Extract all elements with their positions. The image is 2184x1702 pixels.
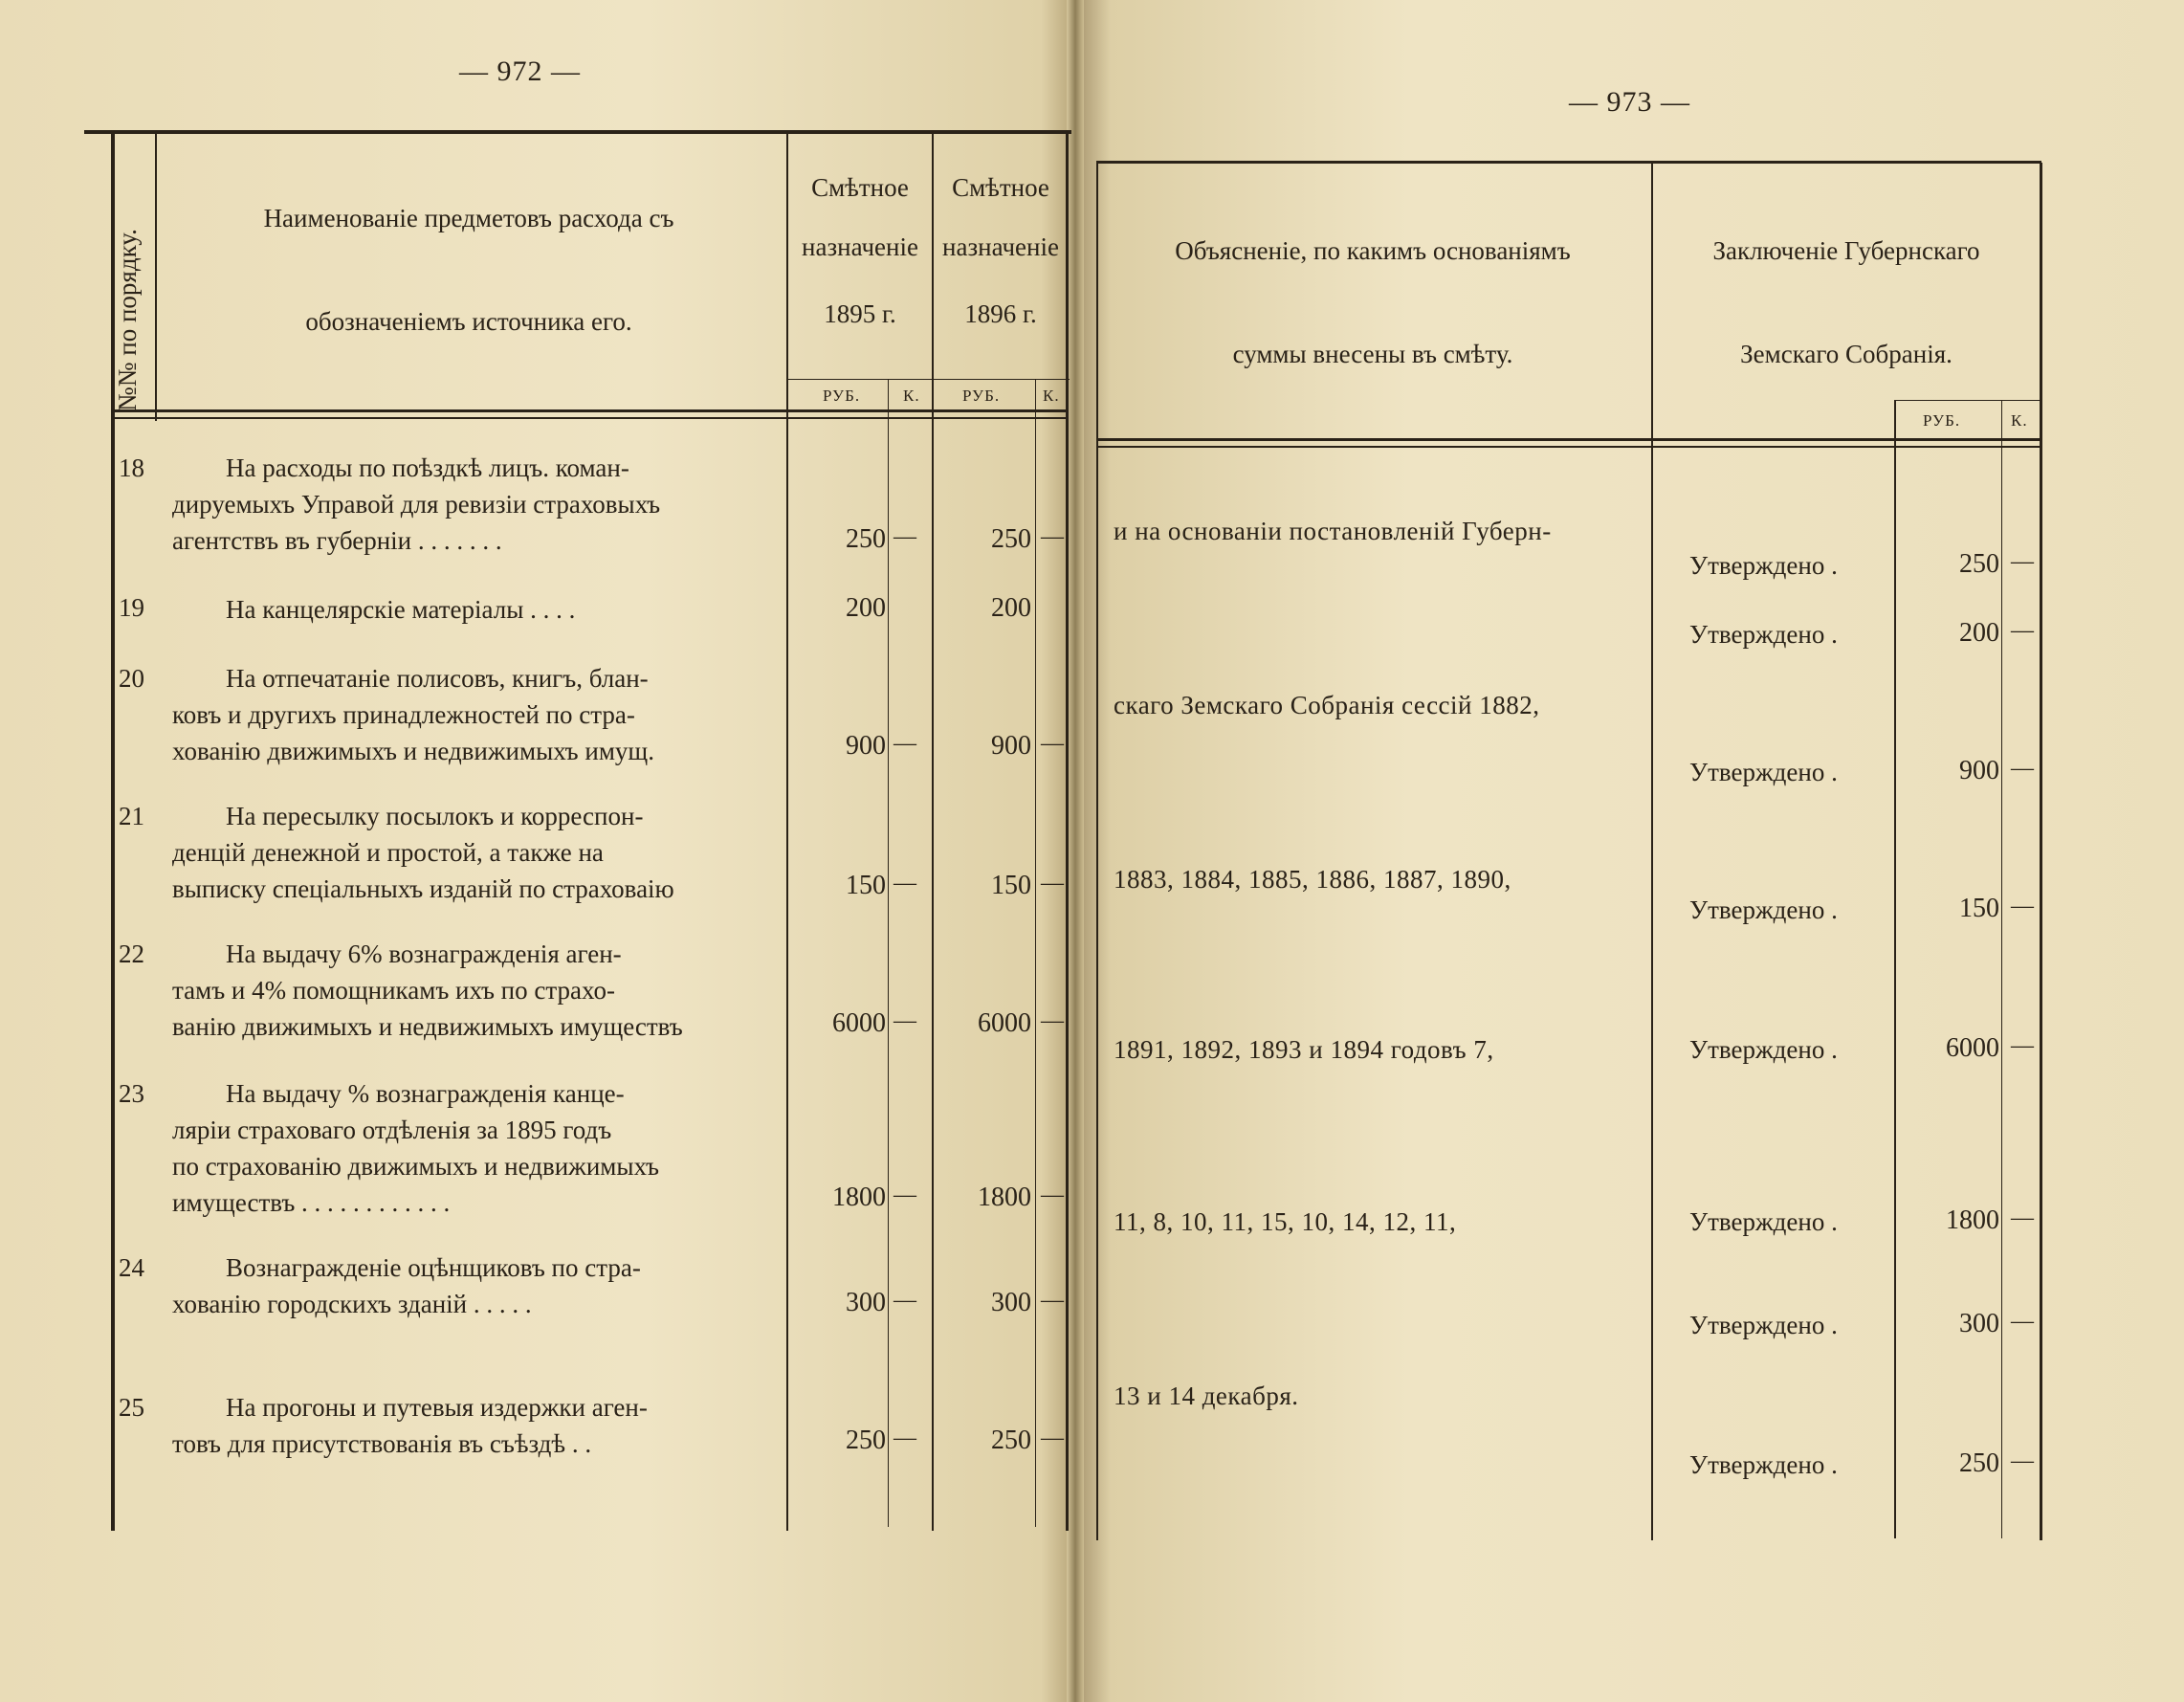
row-description: На пересылку посылокъ и корреспон- денцій денежной и простой, а также на выписку спеціальныхъ изданій по страховаію — [172, 802, 674, 903]
amount-1896: 1800 — [978, 1183, 1031, 1212]
col1896-header-line2: назначеніе — [942, 232, 1059, 261]
kop-dash: — — [893, 1183, 916, 1207]
amount-1895: 300 — [846, 1288, 886, 1317]
right-col-divider — [1651, 163, 1653, 1540]
col1895-header-line2: назначеніе — [802, 232, 918, 261]
amount-1896: 150 — [991, 871, 1031, 900]
right-table-top-rule — [1096, 161, 2041, 164]
kop-dash: — — [1041, 1183, 1064, 1207]
col1896-kop-label: К. — [1043, 387, 1060, 405]
col-divider-1896-kop — [1035, 379, 1036, 1527]
row-number: 18 — [119, 453, 144, 482]
right-border — [2040, 163, 2042, 1540]
right-header-bottom-rule — [1096, 438, 2041, 441]
kop-dash: — — [2011, 1309, 2034, 1334]
item-header-line1: Наименованіе предметовъ расхода съ — [263, 204, 674, 232]
kop-dash: — — [2011, 756, 2034, 781]
verdict-label: Утверждено . — [1689, 1311, 1838, 1339]
kop-dash: — — [2011, 894, 2034, 918]
kop-dash: — — [893, 871, 916, 895]
right-kop-divider — [2001, 400, 2002, 1538]
header-bottom-rule-2 — [111, 417, 1068, 419]
kop-dash: — — [1041, 1008, 1064, 1033]
verdict-label: Утверждено . — [1689, 1450, 1838, 1479]
amount-1895: 1800 — [832, 1183, 886, 1212]
col1896-header-line1: Смѣтное — [952, 173, 1049, 202]
explanation-line: и на основаніи постановленій Губерн- — [1114, 517, 1552, 545]
row-description: На прогоны и путевыя издержки аген- товъ для присутствованія въ съѣздѣ . . — [172, 1393, 648, 1458]
col1896-rub-label: РУБ. — [962, 387, 1001, 405]
explanation-header-line2: суммы внесены въ смѣту. — [1232, 340, 1513, 368]
table-top-rule — [84, 130, 1071, 134]
amount-1895: 150 — [846, 871, 886, 900]
amount-1895: 250 — [846, 1426, 886, 1455]
verdict-label: Утверждено . — [1689, 758, 1838, 786]
col-divider-1896 — [932, 134, 934, 1531]
amount-1895: 200 — [846, 593, 886, 623]
explanation-line: скаго Земскаго Собранія сессій 1882, — [1114, 691, 1540, 719]
verdict-amount: 250 — [1959, 549, 1999, 579]
row-description: На расходы по поѣздкѣ лицъ. коман- дируемыхъ Управой для ревизіи страховыхъ агентствъ въ губерніи . . . . . . . — [172, 453, 661, 555]
row-description: На канцелярскіе матеріалы . . . . — [226, 595, 576, 624]
verdict-amount: 150 — [1959, 894, 1999, 923]
amount-1896: 300 — [991, 1288, 1031, 1317]
right-rub-kop-rule — [1894, 400, 2041, 401]
explanation-header-line1: Объясненіе, по какимъ основаніямъ — [1175, 236, 1571, 265]
row-number: 25 — [119, 1393, 144, 1422]
col-divider-number — [155, 134, 157, 421]
amount-1896: 250 — [991, 524, 1031, 554]
amount-1896: 200 — [991, 593, 1031, 623]
row-description: На выдачу 6% вознагражденія аген- тамъ и 4% помощникамъ ихъ по страхо- ванію движимыхъ и недвижимыхъ имуществъ — [172, 939, 683, 1041]
explanation-line: 13 и 14 декабря. — [1114, 1381, 1299, 1410]
book-gutter — [1067, 0, 1084, 1702]
col-divider-1895-kop — [888, 379, 889, 1527]
col1896-header-year: 1896 г. — [964, 299, 1037, 328]
col1895-rub-label: РУБ. — [823, 387, 861, 405]
right-header-bottom-rule-2 — [1096, 446, 2041, 448]
amount-1895: 6000 — [832, 1008, 886, 1038]
row-number: 23 — [119, 1079, 144, 1108]
row-description: Вознагражденіе оцѣнщиковъ по стра- хованію городскихъ зданій . . . . . — [172, 1253, 641, 1318]
kop-dash: — — [893, 731, 916, 756]
explanation-line: 11, 8, 10, 11, 15, 10, 14, 12, 11, — [1114, 1207, 1457, 1236]
right-page-number: — 973 — — [1569, 86, 1690, 118]
amount-1896: 900 — [991, 731, 1031, 761]
col1895-header-year: 1895 г. — [824, 299, 896, 328]
kop-dash: — — [2011, 1205, 2034, 1230]
kop-dash: — — [893, 1288, 916, 1313]
col1895-kop-label: К. — [903, 387, 920, 405]
explanation-line: 1883, 1884, 1885, 1886, 1887, 1890, — [1114, 865, 1511, 894]
conclusion-header-line1: Заключеніе Губернскаго — [1712, 236, 1980, 265]
amount-1895: 900 — [846, 731, 886, 761]
verdict-amount: 900 — [1959, 756, 1999, 785]
row-number: 20 — [119, 664, 144, 693]
kop-dash: — — [1041, 524, 1064, 549]
verdict-label: Утверждено . — [1689, 1035, 1838, 1064]
explanation-line: 1891, 1892, 1893 и 1894 годовъ 7, — [1114, 1035, 1494, 1064]
verdict-amount: 200 — [1959, 618, 1999, 648]
header-bottom-rule — [111, 409, 1068, 412]
verdict-amount: 250 — [1959, 1448, 1999, 1478]
kop-dash: — — [893, 1426, 916, 1450]
kop-dash: — — [1041, 1288, 1064, 1313]
verdict-label: Утверждено . — [1689, 620, 1838, 649]
kop-dash: — — [1041, 731, 1064, 756]
row-description: На отпечатаніе полисовъ, книгъ, блан- ковъ и другихъ принадлежностей по стра- хованію движимыхъ и недвижимыхъ имущ. — [172, 664, 654, 765]
amount-1896: 6000 — [978, 1008, 1031, 1038]
right-border-left-page — [1066, 134, 1069, 1531]
row-number: 19 — [119, 593, 144, 622]
kop-dash: — — [2011, 549, 2034, 574]
row-description: На выдачу % вознагражденія канце- ляріи страховаго отдѣленія за 1895 годъ по страхованію движимыхъ и недвижимыхъ имуществъ . . . . . . . . . . . . — [172, 1079, 659, 1217]
item-header-line2: обозначеніемъ источника его. — [305, 307, 632, 336]
col1895-header-line1: Смѣтное — [811, 173, 909, 202]
amount-1896: 250 — [991, 1426, 1031, 1455]
kop-dash: — — [893, 1008, 916, 1033]
verdict-label: Утверждено . — [1689, 551, 1838, 580]
amount-1895: 250 — [846, 524, 886, 554]
verdict-amount: 300 — [1959, 1309, 1999, 1338]
kop-dash: — — [1041, 1426, 1064, 1450]
kop-dash: — — [893, 524, 916, 549]
verdict-amount: 6000 — [1946, 1033, 1999, 1063]
row-number: 24 — [119, 1253, 144, 1282]
left-page-number: — 972 — — [459, 55, 581, 87]
right-left-border — [1096, 163, 1098, 1540]
row-number: 21 — [119, 802, 144, 830]
order-number-header: №№ по порядку. — [113, 229, 142, 411]
right-rub-label: РУБ. — [1923, 411, 1961, 430]
kop-dash: — — [2011, 618, 2034, 643]
conclusion-header-line2: Земскаго Собранія. — [1740, 340, 1952, 368]
right-kop-label: К. — [2011, 411, 2028, 430]
verdict-label: Утверждено . — [1689, 1207, 1838, 1236]
col-divider-1895 — [786, 134, 788, 1531]
kop-dash: — — [1041, 871, 1064, 895]
rub-kop-rule — [786, 379, 1070, 380]
kop-dash: — — [2011, 1033, 2034, 1058]
verdict-amount: 1800 — [1946, 1205, 1999, 1235]
verdict-label: Утверждено . — [1689, 895, 1838, 924]
row-number: 22 — [119, 939, 144, 968]
kop-dash: — — [2011, 1448, 2034, 1473]
